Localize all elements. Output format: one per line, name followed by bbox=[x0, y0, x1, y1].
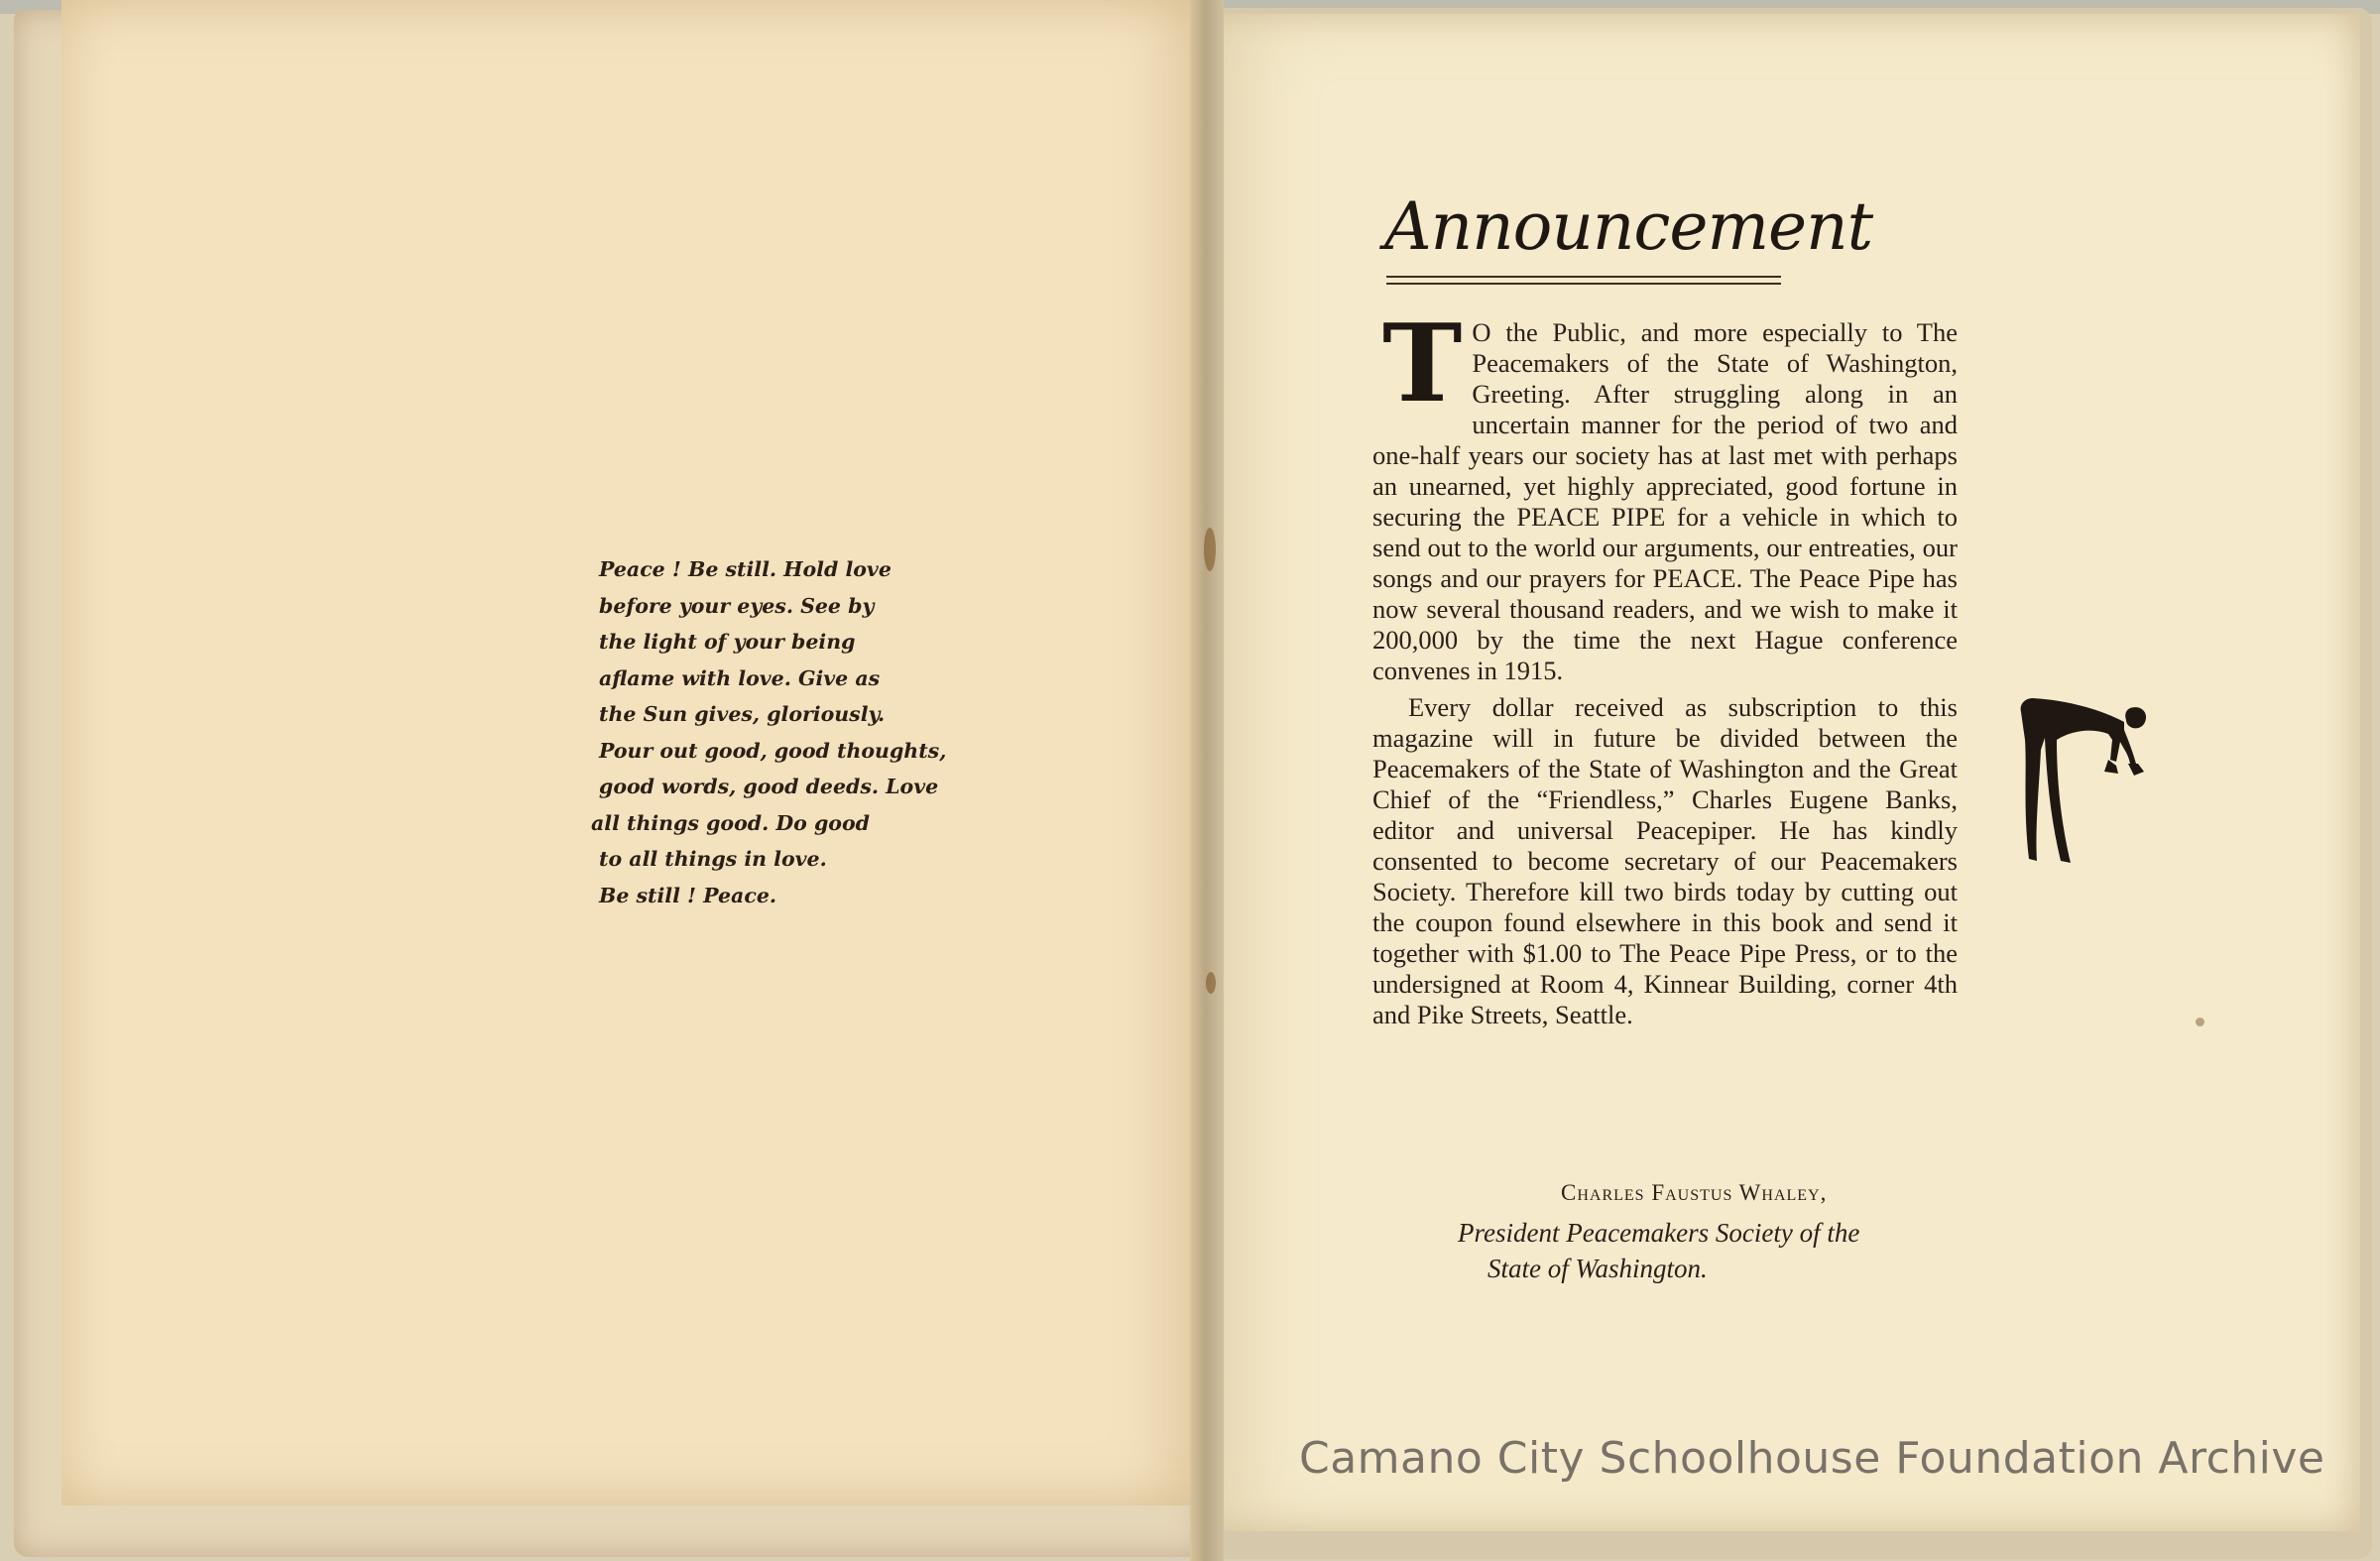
announcement-title: Announcement bbox=[1384, 188, 1873, 265]
peace-poem bbox=[591, 551, 947, 913]
drop-cap: T bbox=[1382, 301, 1463, 426]
poem-line: all things good. Do good bbox=[591, 810, 870, 835]
title-rule bbox=[1386, 283, 1781, 285]
poem-line: good words, good deeds. Love bbox=[599, 775, 939, 798]
announcement-paragraph-2: Every dollar received as subscription to this magazine will in future be divided between the Peacemakers of the State of Washington and the Great Chief of the “Friendless,” Charles Eugene Banks, editor and universal Peacepiper. He has kindly consented to become secretary of our Peacemakers Society. Therefore kill two birds today by cutting out the coupon found elsewhere in this book and send it together with $1.00 to The Peace Pipe Press, or to the undersigned at Room 4, Kinnear Building, corner 4th and Pike Streets, Seattle. bbox=[1372, 692, 1958, 1029]
announcement-paragraph bbox=[1372, 301, 1958, 686]
gutter-stain bbox=[1206, 972, 1216, 994]
left-page bbox=[61, 0, 1202, 1505]
paragraph-1-text: O the Public, and more especially to The Peacemakers of the State of Washington, Greeting. After struggling along in an uncertain manner for the period of two and one-half years our society has at last met with perhaps an unearned, yet highly appreciated, good fortune in securing the PEACE PIPE for a vehicle in which to send out to the world our arguments, our entreaties, our songs and our prayers for PEACE. The Peace Pipe has now several thousand readers, and we wish to make it 200,000 by the time the next Hague conference convenes in 1915. bbox=[1372, 317, 1958, 685]
poem-line: Be still ! Peace. bbox=[599, 883, 777, 907]
poem-line: Pour out good, good thoughts, bbox=[599, 738, 947, 763]
archive-watermark: Camano City Schoolhouse Foundation Archive bbox=[1299, 1433, 2325, 1484]
poem-line: the light of your being bbox=[599, 630, 856, 654]
poem-line: aflame with love. Give as bbox=[599, 665, 881, 690]
bowing-figure-icon bbox=[2013, 680, 2162, 869]
page-speck bbox=[2196, 1018, 2204, 1026]
signer-title: President Peacemakers Society of the bbox=[1458, 1218, 1860, 1248]
announcement-body bbox=[1372, 301, 1958, 1030]
gutter-stain bbox=[1204, 528, 1216, 571]
signature-name: Charles Faustus Whaley, bbox=[1561, 1180, 1828, 1205]
poem-line: Peace ! Be still. Hold love bbox=[599, 557, 892, 581]
poem-line: before your eyes. See by bbox=[599, 593, 875, 618]
signer-title: State of Washington. bbox=[1488, 1254, 1708, 1283]
title-rule bbox=[1386, 276, 1781, 278]
poem-line: to all things in love. bbox=[599, 847, 827, 871]
book-gutter bbox=[1190, 0, 1224, 1561]
poem-line: the Sun gives, gloriously. bbox=[599, 702, 886, 726]
